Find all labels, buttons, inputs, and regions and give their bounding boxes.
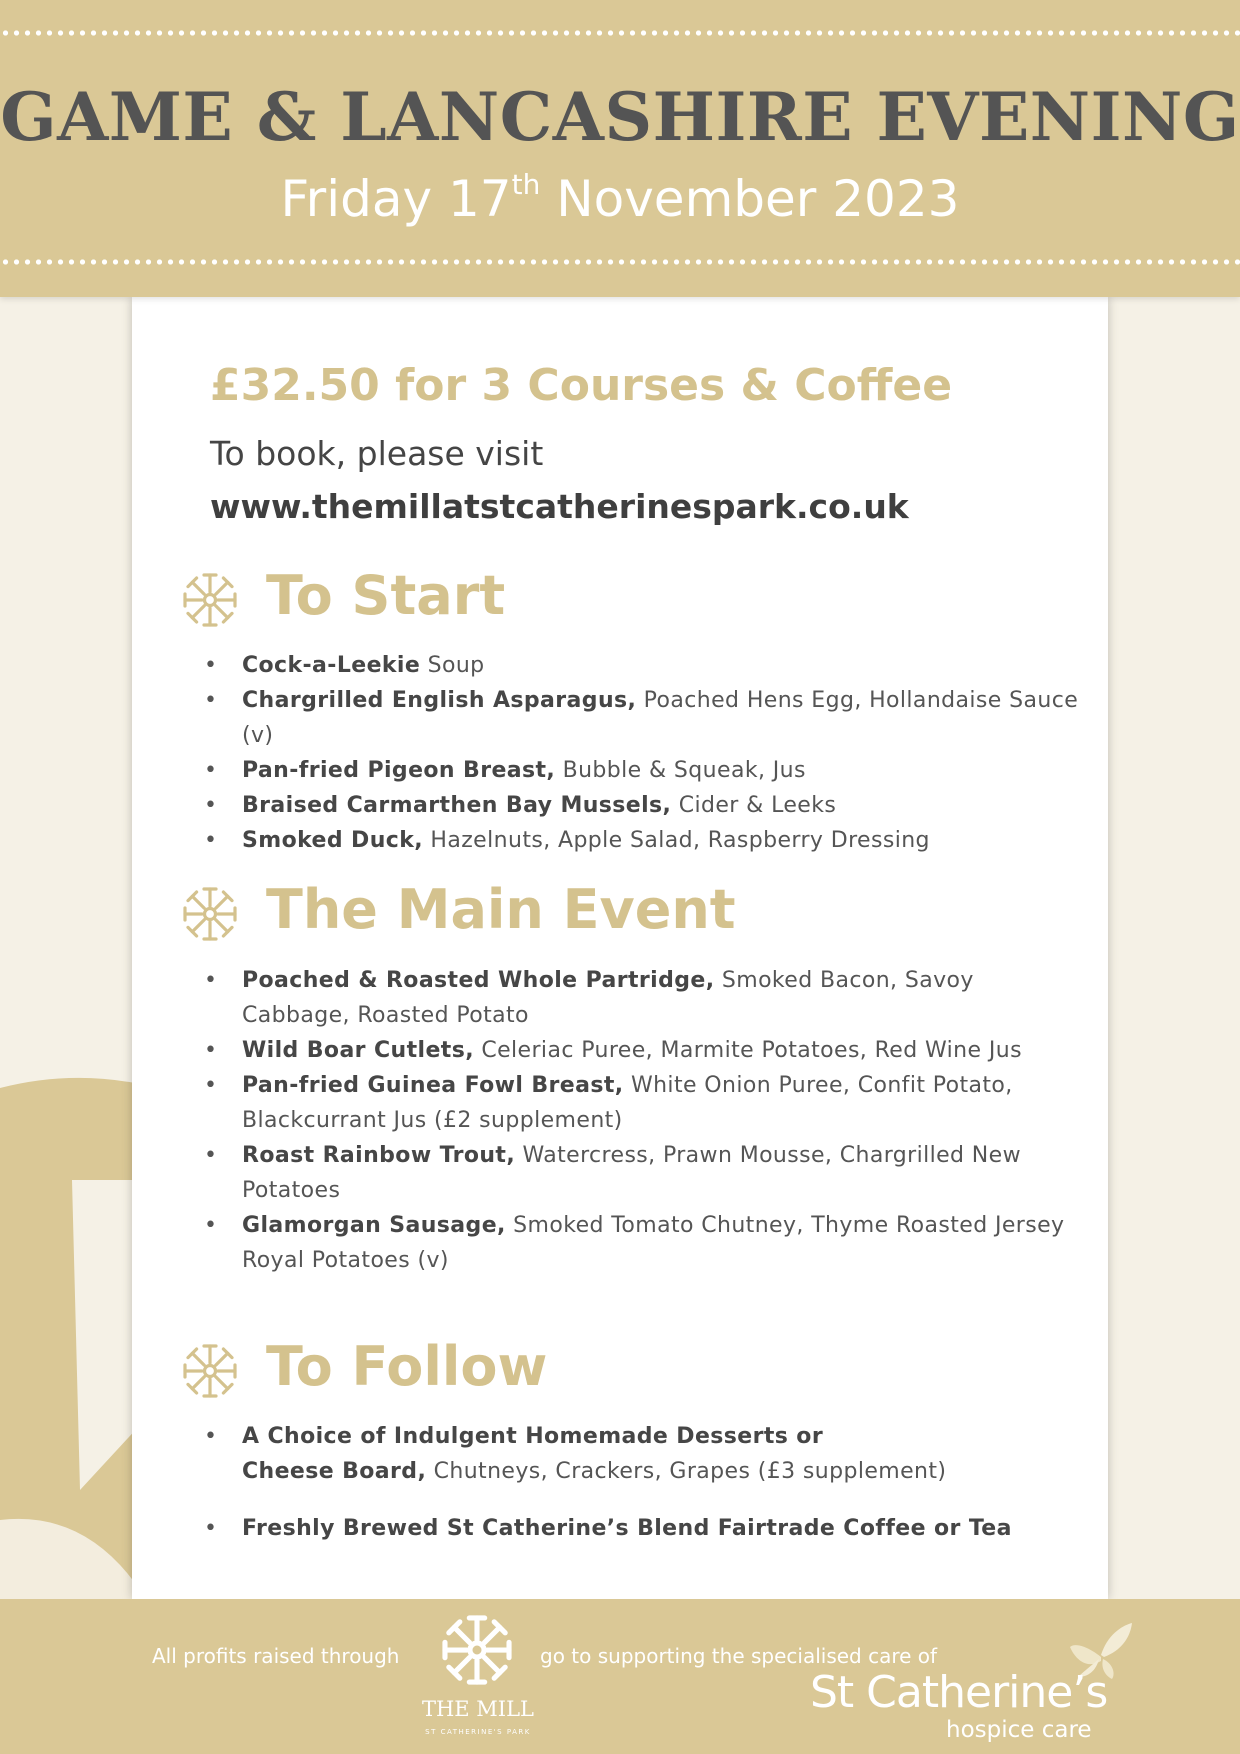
dish-name: Smoked Duck, [242, 828, 424, 853]
section-title-follow: To Follow [266, 1335, 548, 1398]
footer-text-left: All profits raised through [152, 1644, 400, 1668]
footer-banner [0, 1599, 1240, 1754]
header-banner [0, 0, 1240, 297]
list-item [200, 1068, 1080, 1138]
dish-details: Poached Hens Egg, Hollandaise Sauce (v) [242, 688, 1079, 748]
list-item [200, 1419, 1080, 1489]
list-item [200, 1208, 1080, 1278]
list-item [200, 823, 1080, 858]
mill-wheel-icon [178, 882, 242, 946]
price-heading: £32.50 for 3 Courses & Coffee [210, 360, 953, 411]
list-item [200, 753, 1080, 788]
dotted-border-bottom [0, 259, 1240, 265]
list-item [200, 648, 1080, 683]
section-title-start: To Start [266, 564, 506, 627]
dish-details: Bubble & Squeak, Jus [555, 758, 806, 783]
dish-name: Roast Rainbow Trout, [242, 1143, 516, 1168]
dish-name: Pan-fried Guinea Fowl Breast, [242, 1073, 624, 1098]
desserts-list [200, 1419, 1080, 1546]
dish-name: Cock-a-Leekie [242, 653, 421, 678]
event-title: GAME & LANCASHIRE EVENING [0, 78, 1240, 156]
list-item [200, 1138, 1080, 1208]
mill-logo-subtitle: ST CATHERINE'S PARK [425, 1728, 531, 1736]
dish-details: Soup [420, 653, 485, 678]
hospice-logo-subtitle: hospice care [946, 1717, 1092, 1743]
dish-details: Watercress, Prawn Mousse, Chargrilled New Potatoes [242, 1143, 1021, 1203]
dish-name: Pan-fried Pigeon Breast, [242, 758, 556, 783]
hospice-logo-name: St Catherine’s [810, 1667, 1108, 1718]
booking-url-link[interactable]: www.themillatstcatherinespark.co.uk [210, 487, 909, 526]
footer-text-mid: go to supporting the specialised care of [540, 1644, 938, 1668]
event-date [0, 168, 1240, 228]
dish-details: Smoked Tomato Chutney, Thyme Roasted Jersey Royal Potatoes (v) [242, 1213, 1065, 1273]
dish-details: Celeriac Puree, Marmite Potatoes, Red Wine Jus [473, 1038, 1022, 1063]
dish-details: White Onion Puree, Confit Potato, Blackcurrant Jus (£2 supplement) [242, 1073, 1013, 1133]
mains-list [200, 963, 1080, 1278]
dish-name: Glamorgan Sausage, [242, 1213, 506, 1238]
dotted-border-top [0, 30, 1240, 36]
date-ordinal: th [511, 168, 541, 201]
dish-name: Chargrilled English Asparagus, [242, 688, 637, 713]
date-day: Friday 17 [280, 170, 512, 228]
section-title-main: The Main Event [266, 878, 736, 941]
mill-wheel-icon [178, 568, 242, 632]
dish-name: • A Choice of Indulgent Homemade Desserts or [242, 1424, 824, 1449]
list-item [200, 788, 1080, 823]
dish-name: Braised Carmarthen Bay Mussels, [242, 793, 672, 818]
dish-name: Wild Boar Cutlets, [242, 1038, 474, 1063]
starters-list [200, 648, 1080, 858]
dish-details: Cider & Leeks [671, 793, 837, 818]
mill-wheel-icon [178, 1339, 242, 1403]
dish-name: Cheese Board, [242, 1459, 427, 1484]
date-rest: November 2023 [540, 170, 960, 228]
dish-details: Smoked Bacon, Savoy Cabbage, Roasted Potato [242, 968, 974, 1028]
list-item [200, 683, 1080, 753]
list-item [200, 1511, 1080, 1546]
mill-logo-name: THE MILL [421, 1697, 534, 1721]
mill-wheel-logo-icon [436, 1609, 518, 1691]
list-item [200, 963, 1080, 1033]
dish-name: Freshly Brewed St Catherine’s Blend Fairtrade Coffee or Tea [242, 1516, 1012, 1541]
dish-name: Poached & Roasted Whole Partridge, [242, 968, 715, 993]
dish-details: Chutneys, Crackers, Grapes (£3 supplement) [426, 1459, 947, 1484]
booking-text: To book, please visit [210, 434, 544, 473]
background-mill-decoration [0, 1070, 140, 1600]
list-item [200, 1033, 1080, 1068]
dish-details: Hazelnuts, Apple Salad, Raspberry Dressing [423, 828, 930, 853]
